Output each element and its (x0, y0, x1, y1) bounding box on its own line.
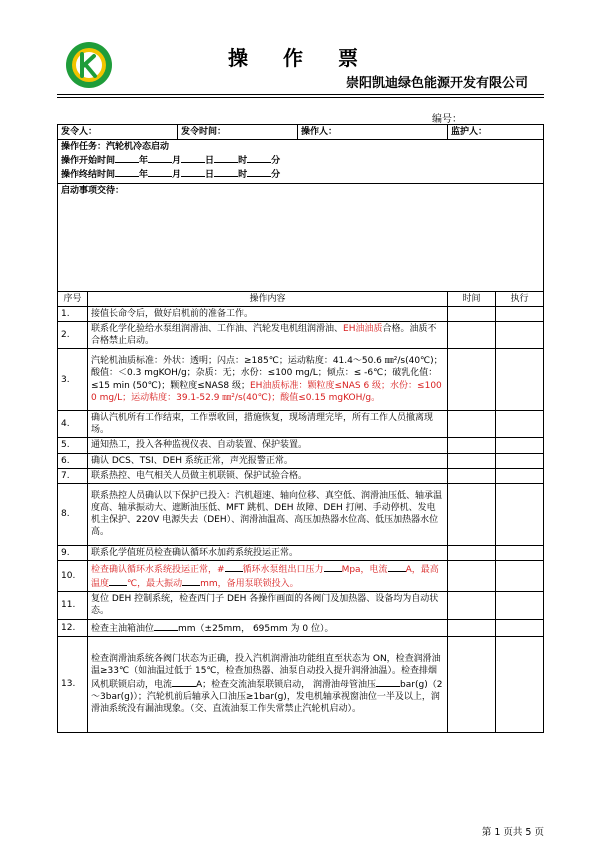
table-row: 6. 确认 DCS、TSI、DEH 系统正常，声光报警正常。 (58, 453, 544, 468)
time-cell[interactable] (448, 438, 496, 453)
end-time-line[interactable]: 操作终结时间 年 月 日 时 分 (61, 167, 540, 181)
exec-cell[interactable] (496, 468, 544, 483)
exec-cell[interactable] (496, 545, 544, 560)
header-rule (57, 97, 544, 98)
table-row: 13. 检查润滑油系统各阀门状态为正确，投入汽机润滑油功能组直至状态为 ON，检查润滑油温≥33℃（如油温过低于 15℃，检查加热器、油泵自动投入提升润滑油温）。检查排烟风机联锁启动，电流 A；检查交流油泵联锁启动， 润滑油母管油压 bar(g)（2～3bar(g)）；汽轮机前后轴承入口油压≥1bar(g)，发电机轴承视窗油位一半及以上，润滑油系统没有漏油现象。（交、直流油泵工作失常禁止汽轮机启动）。 (58, 636, 544, 732)
time-cell[interactable] (448, 349, 496, 411)
time-cell[interactable] (448, 636, 496, 732)
col-header-seq: 序号 (58, 291, 88, 306)
table-row: 7. 联系热控、电气相关人员做主机联锁、保护试验合格。 (58, 468, 544, 483)
document-title: 操 作 票 (228, 46, 372, 70)
exec-cell[interactable] (496, 453, 544, 468)
time-cell[interactable] (448, 453, 496, 468)
exec-cell[interactable] (496, 636, 544, 732)
col-header-exec: 执行 (496, 291, 544, 306)
issue-time-field[interactable]: 发令时间： (178, 125, 298, 140)
exec-cell[interactable] (496, 321, 544, 348)
table-row: 12. 检查主油箱油位 mm（±25mm， 695mm 为 0 位）。 (58, 619, 544, 636)
page-number: 第 1 页共 5 页 (481, 827, 544, 838)
table-row: 1. 接值长命令后，做好启机前的准备工作。 (58, 306, 544, 321)
operation-ticket-table (57, 124, 544, 733)
time-cell[interactable] (448, 619, 496, 636)
table-row: 3. 汽轮机油质标准：外状：透明；闪点：≥185℃；运动粘度：41.4～50.6 ㎜²/s(40℃)；酸值：＜0.3 mgKOH/g；杂质：无；水份：≤100 mg/L；倾点：≤ -6℃；破乳化值：≤15 min (50℃)；颗粒度≤NAS8 级；EH油质标准：颗粒度≤NAS 6 级；水份：≤1000 mg/L；运动粘度：39.1-52.9 ㎜²/s(40℃)；酸值≤0.15 mgKOH/g。 (58, 349, 544, 411)
task-value[interactable]: 汽轮机冷态启动 (106, 142, 170, 153)
col-header-time: 时间 (448, 291, 496, 306)
exec-cell[interactable] (496, 411, 544, 438)
exec-cell[interactable] (496, 349, 544, 411)
col-header-content: 操作内容 (88, 291, 448, 306)
exec-cell[interactable] (496, 306, 544, 321)
handover-notes[interactable]: 启动事项交待： (58, 183, 544, 291)
table-row: 5. 通知热工，投入各种监视仪表、自动装置、保护装置。 (58, 438, 544, 453)
table-row: 8. 联系热控人员确认以下保护已投入：汽机超速、轴向位移、真空低、润滑油压低、轴承温度高、轴承振动大、遮断油压低、MFT 跳机、DEH 故障、DEH 打闸、手动停机、发电机主保护、220V 电源失去（DEH）、润滑油温高、高压加热器水位高、低压加热器水位高。 (58, 483, 544, 545)
exec-cell[interactable] (496, 483, 544, 545)
time-cell[interactable] (448, 592, 496, 619)
exec-cell[interactable] (496, 619, 544, 636)
time-cell[interactable] (448, 545, 496, 560)
time-cell[interactable] (448, 321, 496, 348)
company-name: 崇阳凯迪绿色能源开发有限公司 (345, 76, 528, 91)
table-row: 4. 确认汽机所有工作结束，工作票收回，措施恢复，现场清理完毕，所有工作人员撤离现场。 (58, 411, 544, 438)
time-cell[interactable] (448, 560, 496, 591)
table-row: 10. 检查确认循环水系统投运正常，# 循环水泵组出口压力 Mpa，电流 A，最高温度 ℃，最大振动 mm，备用泵联锁投入。 (58, 560, 544, 591)
exec-cell[interactable] (496, 592, 544, 619)
operator-field[interactable]: 操作人： (298, 125, 448, 140)
task-block (58, 140, 544, 183)
serial-number-label: 编号： (432, 114, 462, 125)
task-line: 操作任务：汽轮机冷态启动 (61, 142, 170, 153)
start-time-line[interactable]: 操作开始时间 年 月 日 时 分 (61, 153, 540, 167)
exec-cell[interactable] (496, 560, 544, 591)
time-cell[interactable] (448, 483, 496, 545)
issuer-field[interactable]: 发令人： (58, 125, 178, 140)
table-row: 11. 复位 DEH 控制系统，检查西门子 DEH 各操作画面的各阀门及加热器、设备均为自动状态。 (58, 592, 544, 619)
exec-cell[interactable] (496, 438, 544, 453)
header-rule (57, 94, 544, 95)
supervisor-field[interactable]: 监护人： (448, 125, 544, 140)
table-row: 2. 联系化学化验给水泵组润滑油、工作油、汽轮发电机组润滑油、EH油油质合格。油质不合格禁止启动。 (58, 321, 544, 348)
table-row: 9. 联系化学值班员检查确认循环水加药系统投运正常。 (58, 545, 544, 560)
time-cell[interactable] (448, 411, 496, 438)
time-cell[interactable] (448, 306, 496, 321)
time-cell[interactable] (448, 468, 496, 483)
